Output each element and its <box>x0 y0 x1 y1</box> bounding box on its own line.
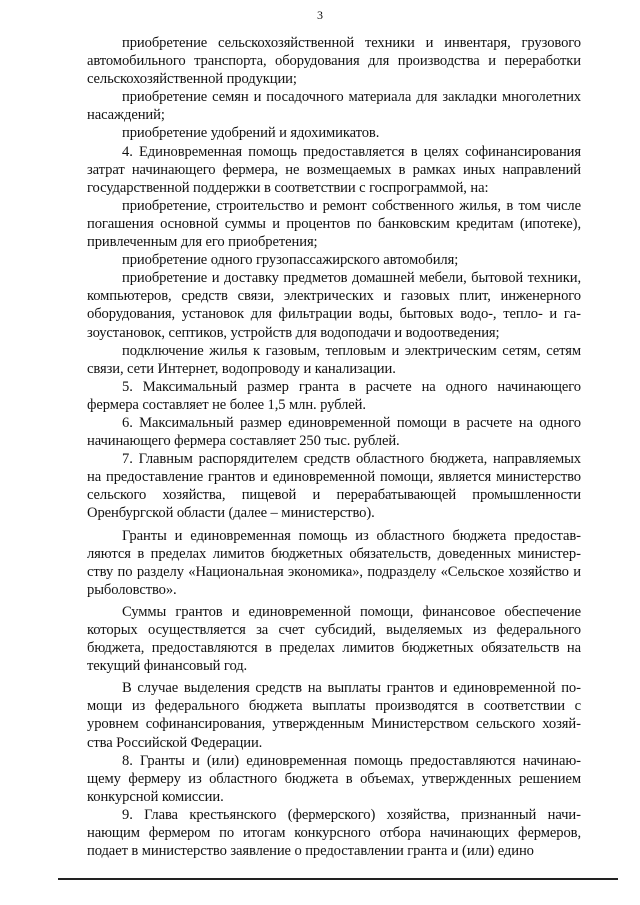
paragraph: 6. Максимальный размер единовременной помощи в расчете на одного начинающего фермера составляет 250 тыс. рублей. <box>87 414 581 450</box>
paragraph: Гранты и единовременная помощь из областного бюджета предоставляются в пределах лимитов бюджетных обязательств, доведенных министерству по разделу «Национальная экономика», подразделу «Сельское хозяйство и рыболовство». <box>87 527 581 598</box>
paragraph: приобретение, строительство и ремонт собственного жилья, в том числе погашения основной суммы и процентов по банковским кредитам (ипотеке), привлеченным для его приобретения; <box>87 197 581 251</box>
document-body <box>87 34 581 860</box>
paragraph: 9. Глава крестьянского (фермерского) хозяйства, признанный начинающим фермером по итогам конкурсного отбора начинающих фермеров, подает в министерство заявление о предоставлении гранта и (или) едино <box>87 806 581 860</box>
paragraph: 8. Гранты и (или) единовременная помощь предоставляются начинающему фермеру из областного бюджета в объемах, утвержденных решением конкурсной комиссии. <box>87 752 581 805</box>
paragraph: приобретение одного грузопассажирского автомобиля; <box>122 252 459 269</box>
paragraph: приобретение сельскохозяйственной техники и инвентаря, грузового автомобильного транспорта, оборудования для производства и переработки сельскохозяйственной продукции; <box>87 35 581 88</box>
paragraph: приобретение удобрений и ядохимикатов. <box>122 125 380 142</box>
page-number: 3 <box>317 8 323 22</box>
paragraph: приобретение семян и посадочного материала для закладки многолетних насаждений; <box>87 89 581 124</box>
footer-rule <box>58 878 618 880</box>
paragraph: подключение жилья к газовым, тепловым и электрическим сетям, сетям связи, сети Интернет, водопроводу и канализации. <box>87 342 581 377</box>
paragraph: 7. Главным распорядителем средств областного бюджета, направляемых на предоставление грантов и единовременной помощи, является министерство сельского хозяйства, пищевой и перерабатывающей промышленности Оренбургской области (далее – министерство). <box>87 451 581 522</box>
paragraph: 4. Единовременная помощь предоставляется в целях софинансирования затрат начинающего фермера, не возмещаемых в рамках иных направлений государственной поддержки в соответствии с госпрограммой, на: <box>87 143 581 196</box>
paragraph: Суммы грантов и единовременной помощи, финансовое обеспечение которых осуществляется за счет субсидий, выделяемых из федерального бюджета, предоставляются в пределах лимитов бюджетных обязательств на текущий финансовый год. <box>87 603 581 675</box>
paragraph: В случае выделения средств на выплаты грантов и единовременной помощи из федерального бюджета выплаты производятся в соответствии с уровнем софинансирования, утвержденным Министерством сельского хозяйства Российской Федерации. <box>87 680 581 751</box>
paragraph: 5. Максимальный размер гранта в расчете на одного начинающего фермера составляет не более 1,5 млн. рублей. <box>87 378 581 413</box>
paragraph: приобретение и доставку предметов домашней мебели, бытовой техники, компьютеров, средств связи, электрических и газовых плит, инженерного оборудования, установок для фильтрации воды, бытовых водо-, тепло- и газоустановок, септиков, устройств для водоподачи и водоотведения; <box>87 270 581 341</box>
